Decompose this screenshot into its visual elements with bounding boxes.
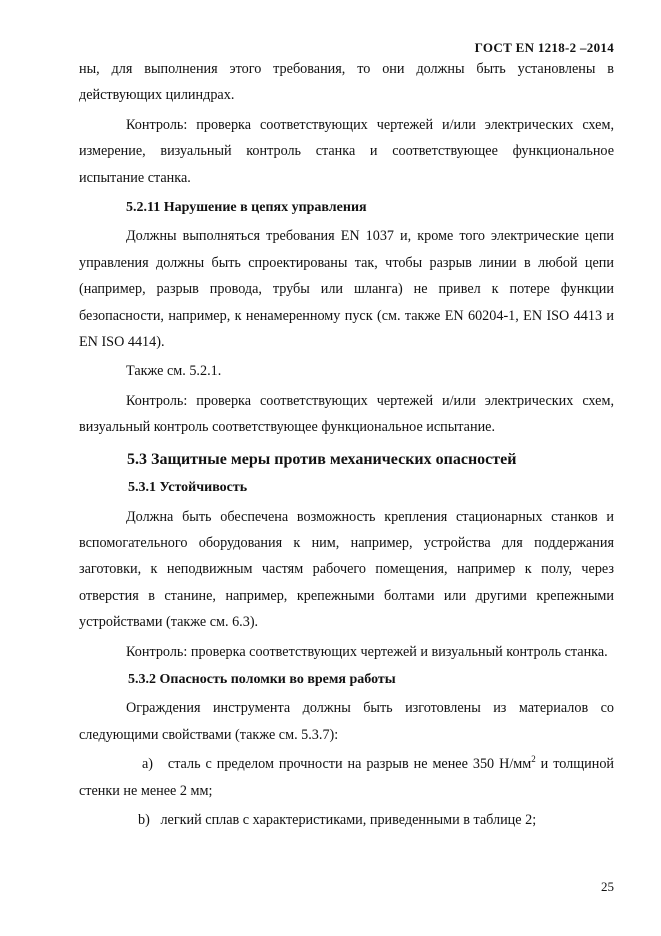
page-body <box>79 56 614 833</box>
superscript-squared: 2 <box>531 754 536 765</box>
list-label-b: b) <box>138 811 150 828</box>
paragraph-guard-materials: Ограждения инструмента должны быть изготовлены из материалов со следующими свойствами (также см. 5.3.7): <box>79 700 614 743</box>
list-text-a: сталь с пределом прочности на разрыв не менее 350 Н/мм <box>167 756 532 773</box>
list-text-b: легкий сплав с характеристиками, приведенными в таблице 2; <box>160 811 537 828</box>
paragraph-control-3: Контроль: проверка соответствующих чертежей и визуальный контроль станка. <box>126 643 608 660</box>
paragraph-continuation: ны, для выполнения этого требования, то они должны быть установлены в действующих цилиндрах. <box>79 61 614 104</box>
paragraph-see-also: Также см. 5.2.1. <box>126 363 222 380</box>
section-heading-5-3: 5.3 Защитные меры против механических опасностей <box>127 450 517 468</box>
paragraph-stability: Должна быть обеспечена возможность крепления стационарных станков и вспомогательного оборудования к ним, например, устройства для поддержания заготовки, к неподвижным частям рабочего помещения, например к полу, через отверстия в станине, например, крепежными болтами или другими крепежными устройствами (также см. 6.3). <box>79 508 614 631</box>
section-heading-5-2-11: 5.2.11 Нарушение в цепях управления <box>126 200 367 216</box>
paragraph-control-1: Контроль: проверка соответствующих чертежей и/или электрических схем, измерение, визуальный контроль станка и соответствующее функциональное испытание станка. <box>79 116 614 186</box>
list-text-a-continued: и толщиной стенки не менее 2 мм; <box>79 756 615 799</box>
list-item-a <box>79 751 614 804</box>
list-label-a: a) <box>142 756 154 773</box>
paragraph-control-2: Контроль: проверка соответствующих чертежей и/или электрических схем, визуальный контроль соответствующее функциональное испытание. <box>79 392 614 436</box>
paragraph-requirements-en1037: Должны выполняться требования EN 1037 и, кроме того электрические цепи управления должны быть спроектированы так, чтобы разрыв линии в любой цепи (например, разрыв провода, трубы или шланга) не привел к потере функции безопасности, например, к ненамеренному пуск (см. также EN 60204-1, EN ISO 4413 и EN ISO 4414). <box>79 228 614 351</box>
list-item-b <box>79 807 614 833</box>
document-code-header: ГОСТ EN 1218-2 –2014 <box>474 40 614 55</box>
section-heading-5-3-2: 5.3.2 Опасность поломки во время работы <box>128 671 396 687</box>
page-number: 25 <box>601 879 614 894</box>
section-heading-5-3-1: 5.3.1 Устойчивость <box>128 480 248 496</box>
